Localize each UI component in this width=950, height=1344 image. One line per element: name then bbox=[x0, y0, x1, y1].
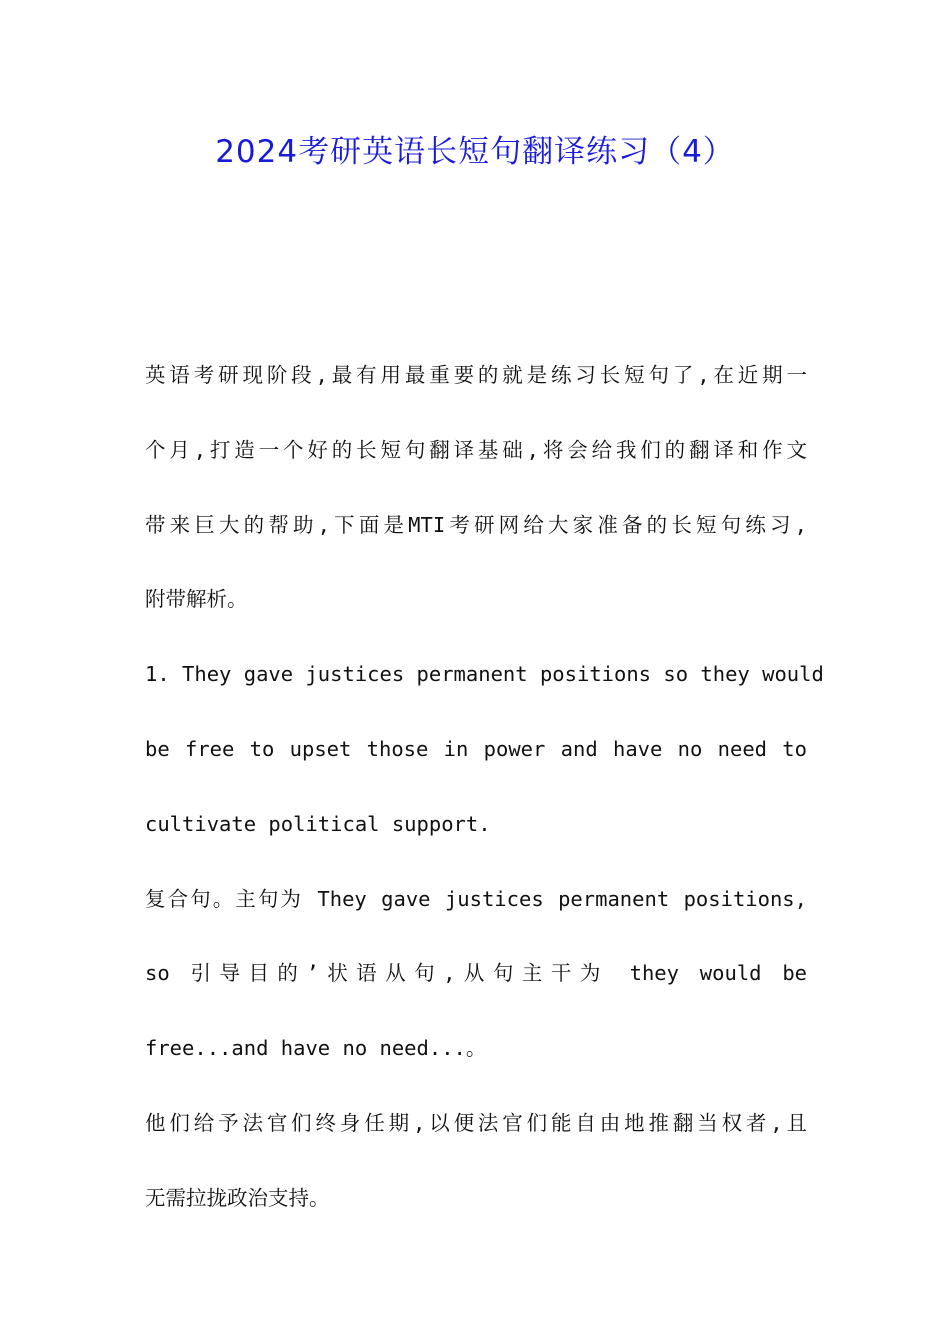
item-1-analysis bbox=[145, 862, 807, 1086]
intro-paragraph bbox=[145, 338, 807, 637]
intro-line: 英语考研现阶段,最有用最重要的就是练习长短句了,在近期一 bbox=[145, 363, 807, 387]
analysis-line: so 引导目的’状语从句,从句主干为 they would be bbox=[145, 961, 807, 986]
intro-line: 带来巨大的帮助,下面是MTI考研网给大家准备的长短句练习, bbox=[145, 512, 807, 537]
intro-line: 附带解析。 bbox=[145, 587, 248, 612]
translation-line: 他们给予法官们终身任期,以便法官们能自由地推翻当权者,且 bbox=[145, 1110, 807, 1135]
item-1-translation bbox=[145, 1086, 807, 1236]
item-1-sentence bbox=[145, 637, 824, 861]
page-title: 2024考研英语长短句翻译练习（4） bbox=[215, 134, 735, 170]
analysis-line: 复合句。主句为 They gave justices permanent positions, bbox=[145, 886, 807, 911]
sentence-line: 1. They gave justices permanent positions so they would bbox=[145, 662, 824, 687]
translation-line: 无需拉拢政治支持。 bbox=[145, 1185, 330, 1210]
sentence-line: cultivate political support. bbox=[145, 811, 491, 836]
intro-line: 个月,打造一个好的长短句翻译基础,将会给我们的翻译和作文 bbox=[145, 437, 807, 462]
sentence-line: be free to upset those in power and have no need to bbox=[145, 736, 807, 761]
analysis-line: free...and have no need...。 bbox=[145, 1036, 487, 1061]
document-body bbox=[145, 338, 824, 1236]
